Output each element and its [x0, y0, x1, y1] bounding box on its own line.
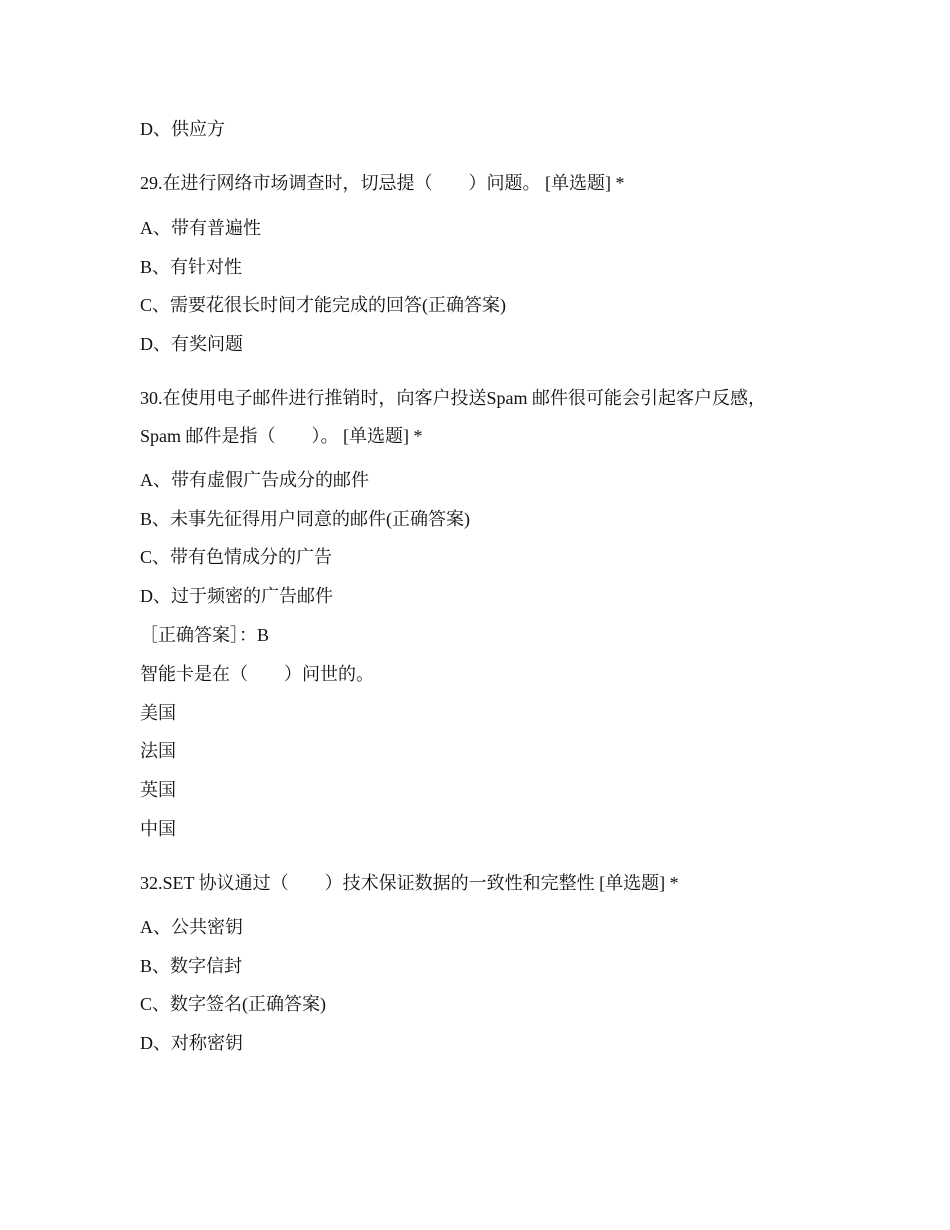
q30-option-b: B、未事先征得用户同意的邮件(正确答案) — [140, 509, 470, 529]
q29-option-a: A、带有普遍性 — [140, 218, 261, 238]
q30-option-c: C、带有色情成分的广告 — [140, 547, 333, 567]
q29-option-b: B、有针对性 — [140, 257, 243, 277]
q32-option-d: D、对称密钥 — [140, 1033, 243, 1053]
q29-option-c: C、需要花很长时间才能完成的回答(正确答案) — [140, 295, 506, 315]
answer-note: ［正确答案］：B — [140, 625, 270, 645]
q30-option-a: A、带有虚假广告成分的邮件 — [140, 470, 369, 490]
question-30-line-1: 30.在使用电子邮件进行推销时，向客户投送Spam 邮件很可能会引起客户反感， — [140, 388, 766, 408]
q31-option-3: 英国 — [140, 780, 176, 800]
option-d-prev: D、供应方 — [140, 119, 225, 139]
q31-option-4: 中国 — [140, 819, 176, 839]
q32-option-c: C、数字签名(正确答案) — [140, 994, 326, 1014]
question-29: 29.在进行网络市场调查时，切忌提（ ）问题。 [单选题] * — [140, 173, 625, 193]
q30-option-d: D、过于频密的广告邮件 — [140, 586, 333, 606]
q31-option-1: 美国 — [140, 703, 176, 723]
q32-option-b: B、数字信封 — [140, 956, 243, 976]
q29-option-d: D、有奖问题 — [140, 334, 243, 354]
q31-option-2: 法国 — [140, 741, 176, 761]
q32-option-a: A、公共密钥 — [140, 917, 243, 937]
question-30-line-2: Spam 邮件是指（ ）。 [单选题] * — [140, 426, 423, 446]
question-31: 智能卡是在（ ）问世的。 — [140, 664, 374, 684]
question-32: 32.SET 协议通过（ ）技术保证数据的一致性和完整性 [单选题] * — [140, 873, 679, 893]
